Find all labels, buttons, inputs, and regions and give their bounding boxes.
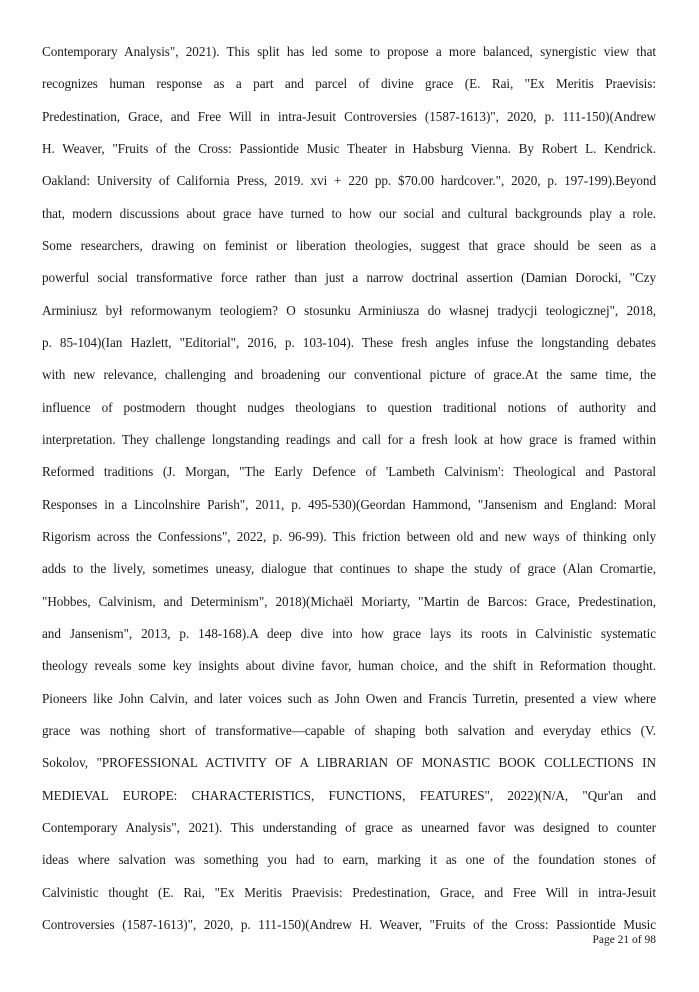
text-line: Oakland: University of California Press, 2019. xvi + 220 pp. $70.00 hardcover.", 2020, p. 197-199).Beyond bbox=[42, 173, 656, 189]
text-line: Sokolov, "PROFESSIONAL ACTIVITY OF A LIBRARIAN OF MONASTIC BOOK COLLECTIONS IN bbox=[42, 755, 656, 771]
text-line: that, modern discussions about grace have turned to how our social and cultural backgrounds play a role. bbox=[42, 205, 656, 221]
text-line: influence of postmodern thought nudges theologians to question traditional notions of authority and bbox=[42, 399, 656, 415]
text-line: adds to the lively, sometimes uneasy, dialogue that continues to shape the study of grace (Alan Cromartie, bbox=[42, 561, 656, 577]
page-number: Page 21 of 98 bbox=[592, 934, 656, 946]
text-line: Predestination, Grace, and Free Will in intra-Jesuit Controversies (1587-1613)", 2020, p. 111-150)(Andrew bbox=[42, 108, 656, 124]
text-line: and Jansenism", 2013, p. 148-168).A deep dive into how grace lays its roots in Calvinistic systematic bbox=[42, 625, 656, 641]
body-paragraph bbox=[42, 43, 656, 948]
text-line: Contemporary Analysis", 2021). This split has led some to propose a more balanced, synergistic view that bbox=[42, 44, 656, 59]
text-line: recognizes human response as a part and parcel of divine grace (E. Rai, "Ex Meritis Praevisis: bbox=[42, 76, 656, 92]
text-line: H. Weaver, "Fruits of the Cross: Passiontide Music Theater in Habsburg Vienna. By Robert L. Kendrick. bbox=[42, 140, 656, 156]
text-line: Calvinistic thought (E. Rai, "Ex Meritis Praevisis: Predestination, Grace, and Free Will in intra-Jesuit bbox=[42, 884, 656, 900]
text-line: p. 85-104)(Ian Hazlett, "Editorial", 2016, p. 103-104). These fresh angles infuse the longstanding debates bbox=[42, 334, 656, 350]
text-line: with new relevance, challenging and broadening our conventional picture of grace.At the same time, the bbox=[42, 367, 656, 383]
text-line: Responses in a Lincolnshire Parish", 2011, p. 495-530)(Geordan Hammond, "Jansenism and England: Moral bbox=[42, 496, 656, 512]
text-line: interpretation. They challenge longstanding readings and call for a fresh look at how grace is framed within bbox=[42, 431, 656, 447]
text-line: theology reveals some key insights about divine favor, human choice, and the shift in Reformation thought. bbox=[42, 658, 656, 674]
text-line: powerful social transformative force rather than just a narrow doctrinal assertion (Damian Dorocki, "Czy bbox=[42, 270, 656, 286]
text-line: Contemporary Analysis", 2021). This understanding of grace as unearned favor was designed to counter bbox=[42, 819, 656, 835]
text-line: ideas where salvation was something you had to earn, marking it as one of the foundation stones of bbox=[42, 852, 656, 868]
text-line: Arminiusz był reformowanym teologiem? O stosunku Arminiusza do własnej tradycji teologicznej", 2018, bbox=[42, 302, 656, 318]
text-line: Reformed traditions (J. Morgan, "The Early Defence of 'Lambeth Calvinism': Theological and Pastoral bbox=[42, 464, 656, 480]
text-line: Controversies (1587-1613)", 2020, p. 111-150)(Andrew H. Weaver, "Fruits of the Cross: Passiontide Music bbox=[42, 916, 656, 932]
text-line: Pioneers like John Calvin, and later voices such as John Owen and Francis Turretin, presented a view where bbox=[42, 690, 656, 706]
text-line: Some researchers, drawing on feminist or liberation theologies, suggest that grace should be seen as a bbox=[42, 237, 656, 253]
text-line: Rigorism across the Confessions", 2022, p. 96-99). This friction between old and new ways of thinking only bbox=[42, 528, 656, 544]
text-line: MEDIEVAL EUROPE: CHARACTERISTICS, FUNCTIONS, FEATURES", 2022)(N/A, "Qur'an and bbox=[42, 787, 656, 803]
text-line: "Hobbes, Calvinism, and Determinism", 2018)(Michaël Moriarty, "Martin de Barcos: Grace, Predestination, bbox=[42, 593, 656, 609]
text-line: grace was nothing short of transformative—capable of shaping both salvation and everyday ethics (V. bbox=[42, 722, 656, 738]
